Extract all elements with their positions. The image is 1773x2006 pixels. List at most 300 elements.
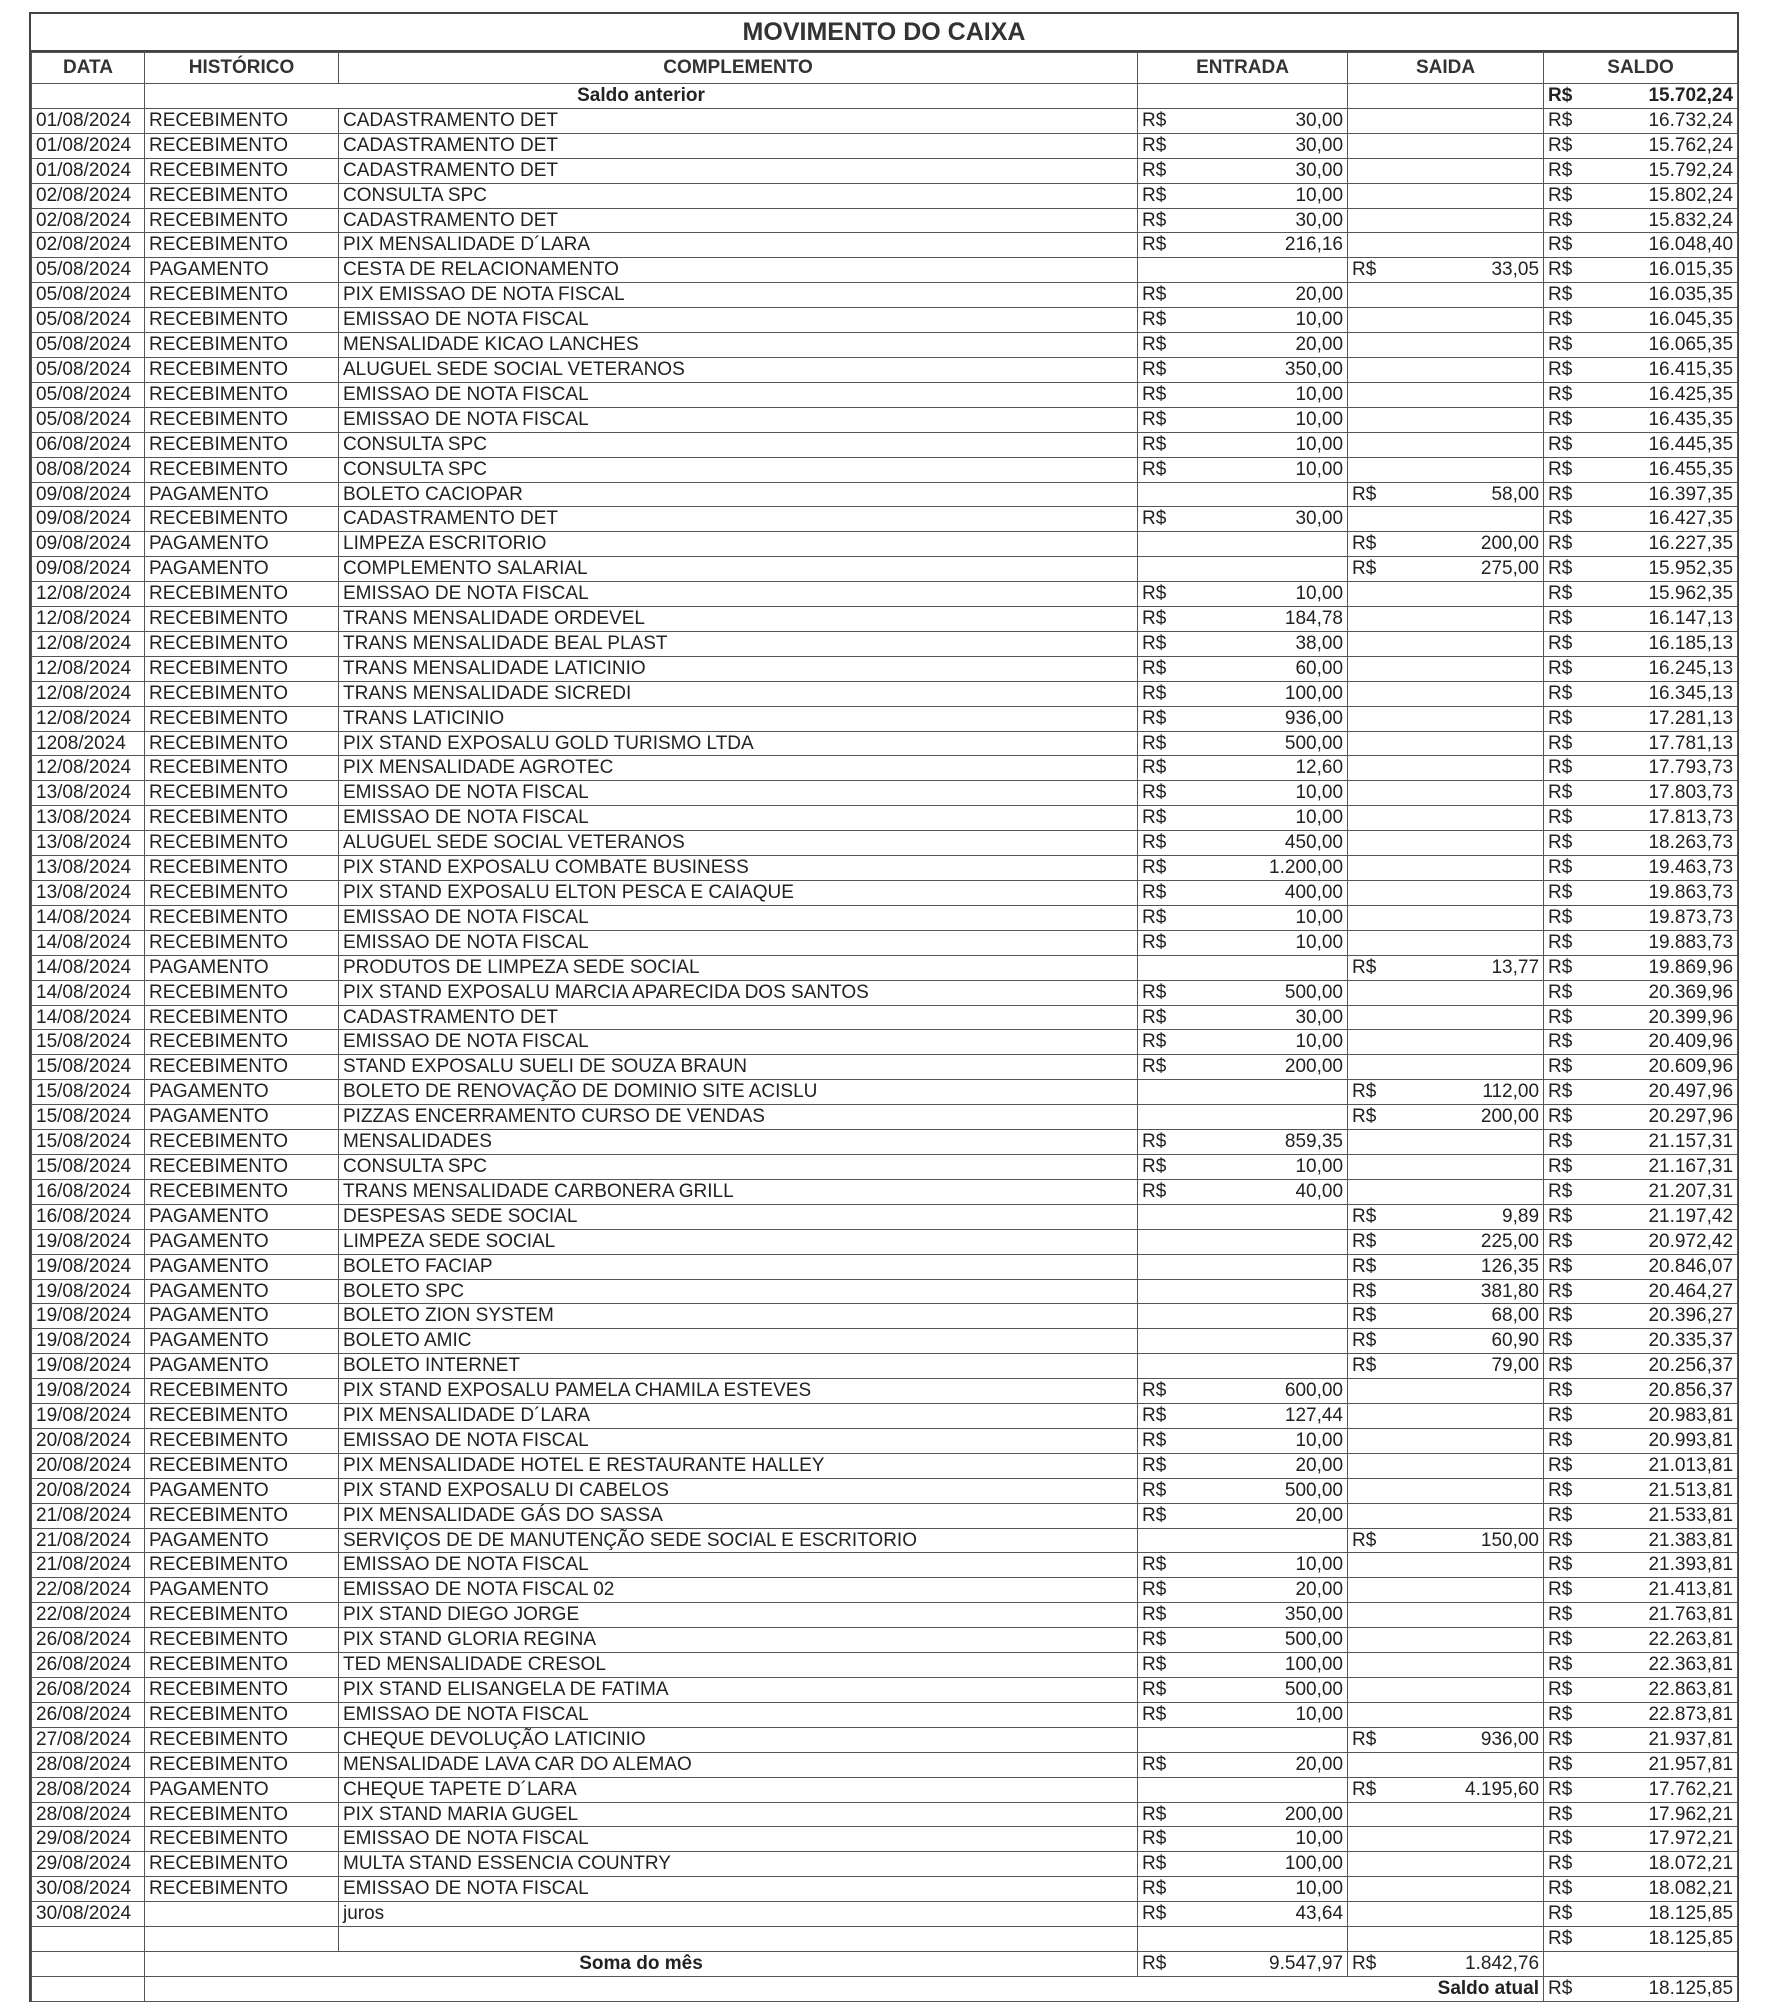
currency-symbol: R$ — [1544, 1204, 1594, 1229]
row-saldo: 16.435,35 — [1594, 407, 1738, 432]
row-date: 21/08/2024 — [32, 1528, 145, 1553]
currency-symbol: R$ — [1138, 781, 1198, 806]
row-entrada: 500,00 — [1198, 1678, 1348, 1703]
ledger-row — [32, 1105, 1738, 1130]
row-complemento: TRANS LATICINIO — [339, 706, 1138, 731]
row-saida — [1398, 656, 1544, 681]
row-complemento: BOLETO SPC — [339, 1279, 1138, 1304]
ledger-row — [32, 308, 1738, 333]
row-complemento: SERVIÇOS DE DE MANUTENÇÃO SEDE SOCIAL E ESCRITORIO — [339, 1528, 1138, 1553]
ledger-row — [32, 1852, 1738, 1877]
row-historico: RECEBIMENTO — [145, 1379, 339, 1404]
row-historico: RECEBIMENTO — [145, 731, 339, 756]
currency-symbol — [1348, 656, 1398, 681]
row-historico: RECEBIMENTO — [145, 582, 339, 607]
row-historico: RECEBIMENTO — [145, 1852, 339, 1877]
currency-symbol: R$ — [1138, 183, 1198, 208]
ledger-row — [32, 681, 1738, 706]
row-date: 19/08/2024 — [32, 1404, 145, 1429]
ledger-row — [32, 1379, 1738, 1404]
currency-symbol: R$ — [1544, 1379, 1594, 1404]
row-date: 19/08/2024 — [32, 1354, 145, 1379]
currency-symbol: R$ — [1138, 1179, 1198, 1204]
row-historico: RECEBIMENTO — [145, 1453, 339, 1478]
ledger-row — [32, 1503, 1738, 1528]
currency-symbol — [1138, 955, 1198, 980]
row-entrada: 350,00 — [1198, 1603, 1348, 1628]
row-date: 30/08/2024 — [32, 1877, 145, 1902]
row-saldo: 21.533,81 — [1594, 1503, 1738, 1528]
row-saida — [1398, 706, 1544, 731]
currency-symbol: R$ — [1348, 955, 1398, 980]
row-date: 26/08/2024 — [32, 1653, 145, 1678]
row-saida — [1398, 905, 1544, 930]
currency-symbol — [1348, 1877, 1398, 1902]
row-date: 13/08/2024 — [32, 781, 145, 806]
currency-symbol: R$ — [1138, 1404, 1198, 1429]
row-historico: PAGAMENTO — [145, 1777, 339, 1802]
ledger-row — [32, 781, 1738, 806]
row-saldo: 16.397,35 — [1594, 482, 1738, 507]
row-complemento: CADASTRAMENTO DET — [339, 133, 1138, 158]
row-entrada — [1198, 1354, 1348, 1379]
row-complemento: EMISSAO DE NOTA FISCAL — [339, 1030, 1138, 1055]
currency-symbol: R$ — [1544, 781, 1594, 806]
ledger-row — [32, 532, 1738, 557]
ledger-row — [32, 507, 1738, 532]
currency-symbol: R$ — [1544, 1030, 1594, 1055]
row-entrada — [1198, 532, 1348, 557]
row-entrada — [1198, 1279, 1348, 1304]
row-saida — [1398, 357, 1544, 382]
currency-symbol — [1348, 856, 1398, 881]
currency-symbol: R$ — [1544, 357, 1594, 382]
row-date: 12/08/2024 — [32, 756, 145, 781]
row-saldo: 16.065,35 — [1594, 333, 1738, 358]
row-historico: PAGAMENTO — [145, 1478, 339, 1503]
row-entrada: 500,00 — [1198, 1478, 1348, 1503]
currency-symbol — [1138, 532, 1198, 557]
ledger-row — [32, 1130, 1738, 1155]
currency-symbol: R$ — [1544, 1329, 1594, 1354]
row-saldo: 16.455,35 — [1594, 457, 1738, 482]
currency-symbol: R$ — [1544, 1553, 1594, 1578]
row-saldo: 21.207,31 — [1594, 1179, 1738, 1204]
row-date: 15/08/2024 — [32, 1154, 145, 1179]
row-saida — [1398, 1752, 1544, 1777]
row-complemento: MULTA STAND ESSENCIA COUNTRY — [339, 1852, 1138, 1877]
row-historico: RECEBIMENTO — [145, 407, 339, 432]
currency-symbol — [1348, 1030, 1398, 1055]
row-saldo: 17.793,73 — [1594, 756, 1738, 781]
ledger-row — [32, 1179, 1738, 1204]
ledger-row — [32, 108, 1738, 133]
currency-symbol: R$ — [1348, 1105, 1398, 1130]
row-saldo: 18.125,85 — [1594, 1902, 1738, 1927]
currency-symbol: R$ — [1544, 1105, 1594, 1130]
row-complemento: CONSULTA SPC — [339, 457, 1138, 482]
currency-symbol: R$ — [1544, 1254, 1594, 1279]
row-saldo: 17.781,13 — [1594, 731, 1738, 756]
row-complemento: EMISSAO DE NOTA FISCAL — [339, 407, 1138, 432]
currency-symbol: R$ — [1348, 1329, 1398, 1354]
row-historico: RECEBIMENTO — [145, 1678, 339, 1703]
currency-symbol — [1348, 1702, 1398, 1727]
currency-symbol: R$ — [1544, 1902, 1594, 1927]
row-date: 09/08/2024 — [32, 507, 145, 532]
row-entrada — [1198, 1229, 1348, 1254]
currency-symbol: R$ — [1544, 183, 1594, 208]
currency-symbol: R$ — [1138, 1852, 1198, 1877]
row-historico: RECEBIMENTO — [145, 1154, 339, 1179]
total-entrada: 9.547,97 — [1198, 1951, 1348, 1976]
currency-symbol: R$ — [1138, 1055, 1198, 1080]
row-complemento: TRANS MENSALIDADE CARBONERA GRILL — [339, 1179, 1138, 1204]
row-date: 05/08/2024 — [32, 308, 145, 333]
ledger-row — [32, 333, 1738, 358]
row-complemento: TRANS MENSALIDADE SICREDI — [339, 681, 1138, 706]
ledger-row — [32, 382, 1738, 407]
row-entrada: 100,00 — [1198, 681, 1348, 706]
row-entrada: 600,00 — [1198, 1379, 1348, 1404]
currency-symbol: R$ — [1544, 1702, 1594, 1727]
row-saldo: 20.609,96 — [1594, 1055, 1738, 1080]
ledger-row — [32, 1229, 1738, 1254]
row-historico: PAGAMENTO — [145, 955, 339, 980]
row-entrada: 30,00 — [1198, 133, 1348, 158]
row-historico — [145, 1902, 339, 1927]
currency-symbol — [1348, 1603, 1398, 1628]
row-complemento: EMISSAO DE NOTA FISCAL — [339, 308, 1138, 333]
row-entrada: 100,00 — [1198, 1852, 1348, 1877]
currency-symbol — [1348, 1553, 1398, 1578]
row-historico: RECEBIMENTO — [145, 1553, 339, 1578]
row-saida: 58,00 — [1398, 482, 1544, 507]
currency-symbol: R$ — [1138, 1877, 1198, 1902]
row-saida — [1398, 1827, 1544, 1852]
row-entrada: 10,00 — [1198, 457, 1348, 482]
ledger-row — [32, 980, 1738, 1005]
currency-symbol: R$ — [1544, 1055, 1594, 1080]
currency-symbol: R$ — [1544, 1852, 1594, 1877]
row-date: 26/08/2024 — [32, 1628, 145, 1653]
row-saldo: 16.185,13 — [1594, 631, 1738, 656]
row-saldo: 21.937,81 — [1594, 1727, 1738, 1752]
currency-symbol — [1348, 108, 1398, 133]
row-saida — [1398, 333, 1544, 358]
row-entrada: 38,00 — [1198, 631, 1348, 656]
row-complemento: TED MENSALIDADE CRESOL — [339, 1653, 1138, 1678]
row-date: 27/08/2024 — [32, 1727, 145, 1752]
ledger-row — [32, 357, 1738, 382]
ledger-row — [32, 1080, 1738, 1105]
row-historico: RECEBIMENTO — [145, 1702, 339, 1727]
row-complemento: juros — [339, 1902, 1138, 1927]
ledger-row — [32, 1653, 1738, 1678]
row-saldo: 21.197,42 — [1594, 1204, 1738, 1229]
currency-symbol: R$ — [1138, 158, 1198, 183]
row-saldo: 21.157,31 — [1594, 1130, 1738, 1155]
row-saida — [1398, 1852, 1544, 1877]
row-saldo: 15.762,24 — [1594, 133, 1738, 158]
currency-symbol: R$ — [1544, 1404, 1594, 1429]
row-entrada — [1198, 1727, 1348, 1752]
row-historico: RECEBIMENTO — [145, 308, 339, 333]
currency-symbol: R$ — [1544, 1927, 1594, 1952]
row-complemento: ALUGUEL SEDE SOCIAL VETERANOS — [339, 357, 1138, 382]
row-saldo: 16.045,35 — [1594, 308, 1738, 333]
currency-symbol: R$ — [1544, 507, 1594, 532]
currency-symbol: R$ — [1544, 1727, 1594, 1752]
row-saida — [1398, 881, 1544, 906]
row-complemento: LIMPEZA SEDE SOCIAL — [339, 1229, 1138, 1254]
row-saida — [1398, 283, 1544, 308]
currency-symbol: R$ — [1138, 108, 1198, 133]
currency-symbol: R$ — [1544, 955, 1594, 980]
row-complemento: TRANS MENSALIDADE BEAL PLAST — [339, 631, 1138, 656]
currency-symbol — [1348, 1752, 1398, 1777]
row-complemento: ALUGUEL SEDE SOCIAL VETERANOS — [339, 831, 1138, 856]
row-historico: RECEBIMENTO — [145, 233, 339, 258]
row-date: 12/08/2024 — [32, 582, 145, 607]
row-historico: RECEBIMENTO — [145, 781, 339, 806]
row-date: 05/08/2024 — [32, 333, 145, 358]
currency-symbol: R$ — [1544, 432, 1594, 457]
row-historico: RECEBIMENTO — [145, 806, 339, 831]
currency-symbol: R$ — [1544, 1578, 1594, 1603]
currency-symbol — [1348, 158, 1398, 183]
row-saldo: 20.399,96 — [1594, 1005, 1738, 1030]
row-saida — [1398, 108, 1544, 133]
currency-symbol: R$ — [1544, 1678, 1594, 1703]
currency-symbol: R$ — [1544, 84, 1594, 109]
currency-symbol: R$ — [1348, 1229, 1398, 1254]
row-entrada: 500,00 — [1198, 731, 1348, 756]
row-saldo: 17.803,73 — [1594, 781, 1738, 806]
currency-symbol — [1348, 1628, 1398, 1653]
row-saida — [1398, 1055, 1544, 1080]
currency-symbol: R$ — [1544, 607, 1594, 632]
ledger-row — [32, 656, 1738, 681]
currency-symbol: R$ — [1544, 831, 1594, 856]
row-entrada: 10,00 — [1198, 1553, 1348, 1578]
row-date: 20/08/2024 — [32, 1428, 145, 1453]
ledger-title: MOVIMENTO DO CAIXA — [31, 14, 1737, 52]
row-saida — [1398, 407, 1544, 432]
row-complemento: CONSULTA SPC — [339, 1154, 1138, 1179]
row-saida — [1398, 681, 1544, 706]
row-saldo: 16.015,35 — [1594, 258, 1738, 283]
row-saldo: 20.256,37 — [1594, 1354, 1738, 1379]
row-entrada — [1198, 1105, 1348, 1130]
row-date: 15/08/2024 — [32, 1030, 145, 1055]
row-saldo: 21.167,31 — [1594, 1154, 1738, 1179]
row-entrada: 10,00 — [1198, 183, 1348, 208]
row-historico: RECEBIMENTO — [145, 382, 339, 407]
currency-symbol — [1348, 1453, 1398, 1478]
currency-symbol — [1348, 1902, 1398, 1927]
row-historico: PAGAMENTO — [145, 1105, 339, 1130]
row-complemento: PRODUTOS DE LIMPEZA SEDE SOCIAL — [339, 955, 1138, 980]
currency-symbol: R$ — [1544, 582, 1594, 607]
ledger-row — [32, 1428, 1738, 1453]
row-date: 01/08/2024 — [32, 158, 145, 183]
row-date: 05/08/2024 — [32, 407, 145, 432]
currency-symbol — [1348, 631, 1398, 656]
row-complemento: PIX MENSALIDADE HOTEL E RESTAURANTE HALLEY — [339, 1453, 1138, 1478]
row-saida — [1398, 233, 1544, 258]
currency-symbol — [1348, 183, 1398, 208]
row-date: 29/08/2024 — [32, 1852, 145, 1877]
row-saldo: 16.415,35 — [1594, 357, 1738, 382]
row-historico: RECEBIMENTO — [145, 457, 339, 482]
ledger-row — [32, 557, 1738, 582]
row-saida: 126,35 — [1398, 1254, 1544, 1279]
ledger-row — [32, 1777, 1738, 1802]
row-complemento — [339, 1927, 1138, 1952]
currency-symbol — [1348, 1827, 1398, 1852]
currency-symbol: R$ — [1138, 1130, 1198, 1155]
row-entrada: 30,00 — [1198, 208, 1348, 233]
currency-symbol: R$ — [1544, 881, 1594, 906]
row-saldo: 17.813,73 — [1594, 806, 1738, 831]
row-entrada — [1198, 482, 1348, 507]
row-entrada: 20,00 — [1198, 1752, 1348, 1777]
ledger-row — [32, 1578, 1738, 1603]
currency-symbol: R$ — [1544, 308, 1594, 333]
row-date: 15/08/2024 — [32, 1055, 145, 1080]
currency-symbol: R$ — [1348, 482, 1398, 507]
currency-symbol: R$ — [1544, 1304, 1594, 1329]
row-date: 13/08/2024 — [32, 856, 145, 881]
row-saida: 200,00 — [1398, 1105, 1544, 1130]
row-complemento: PIX STAND EXPOSALU MARCIA APARECIDA DOS SANTOS — [339, 980, 1138, 1005]
ledger-row — [32, 1030, 1738, 1055]
currency-symbol: R$ — [1138, 756, 1198, 781]
row-historico: RECEBIMENTO — [145, 881, 339, 906]
row-saida — [1398, 183, 1544, 208]
row-historico: RECEBIMENTO — [145, 333, 339, 358]
row-saldo: 19.863,73 — [1594, 881, 1738, 906]
row-saida — [1398, 781, 1544, 806]
currency-symbol: R$ — [1544, 806, 1594, 831]
row-saldo: 17.762,21 — [1594, 1777, 1738, 1802]
row-saldo: 20.335,37 — [1594, 1329, 1738, 1354]
currency-symbol: R$ — [1138, 1653, 1198, 1678]
row-saldo: 15.792,24 — [1594, 158, 1738, 183]
currency-symbol: R$ — [1138, 357, 1198, 382]
row-date: 20/08/2024 — [32, 1478, 145, 1503]
row-date: 13/08/2024 — [32, 806, 145, 831]
ledger-row — [32, 133, 1738, 158]
currency-symbol — [1348, 1478, 1398, 1503]
saldo-atual-value: 18.125,85 — [1594, 1976, 1738, 2001]
ledger-row — [32, 856, 1738, 881]
row-saldo: 16.445,35 — [1594, 432, 1738, 457]
totals-row — [32, 1951, 1738, 1976]
row-complemento: PIX EMISSAO DE NOTA FISCAL — [339, 283, 1138, 308]
row-saida — [1398, 1678, 1544, 1703]
currency-symbol — [1348, 457, 1398, 482]
currency-symbol — [1348, 133, 1398, 158]
row-saida — [1398, 856, 1544, 881]
row-entrada: 20,00 — [1198, 333, 1348, 358]
row-saida — [1398, 731, 1544, 756]
row-entrada — [1198, 1304, 1348, 1329]
row-historico: PAGAMENTO — [145, 258, 339, 283]
row-saldo: 18.082,21 — [1594, 1877, 1738, 1902]
row-saldo: 15.802,24 — [1594, 183, 1738, 208]
row-entrada: 10,00 — [1198, 1827, 1348, 1852]
currency-symbol: R$ — [1138, 1951, 1198, 1976]
currency-symbol: R$ — [1138, 631, 1198, 656]
row-saida — [1398, 1553, 1544, 1578]
currency-symbol: R$ — [1138, 1578, 1198, 1603]
currency-symbol — [1348, 806, 1398, 831]
row-saida — [1398, 582, 1544, 607]
row-entrada — [1198, 1777, 1348, 1802]
row-entrada: 20,00 — [1198, 1453, 1348, 1478]
row-complemento: EMISSAO DE NOTA FISCAL — [339, 905, 1138, 930]
row-saida — [1398, 1005, 1544, 1030]
currency-symbol: R$ — [1138, 582, 1198, 607]
row-complemento: BOLETO DE RENOVAÇÃO DE DOMINIO SITE ACISLU — [339, 1080, 1138, 1105]
currency-symbol: R$ — [1138, 1478, 1198, 1503]
row-complemento: MENSALIDADE LAVA CAR DO ALEMAO — [339, 1752, 1138, 1777]
currency-symbol — [1348, 233, 1398, 258]
row-historico: RECEBIMENTO — [145, 681, 339, 706]
row-date: 21/08/2024 — [32, 1553, 145, 1578]
row-historico: RECEBIMENTO — [145, 1055, 339, 1080]
ledger-row — [32, 1727, 1738, 1752]
row-saida — [1398, 133, 1544, 158]
row-saida: 9,89 — [1398, 1204, 1544, 1229]
row-saida: 112,00 — [1398, 1080, 1544, 1105]
row-entrada — [1198, 1254, 1348, 1279]
row-historico: RECEBIMENTO — [145, 1727, 339, 1752]
currency-symbol — [1348, 208, 1398, 233]
currency-symbol: R$ — [1138, 382, 1198, 407]
row-complemento: CONSULTA SPC — [339, 183, 1138, 208]
currency-symbol — [1348, 1055, 1398, 1080]
currency-symbol: R$ — [1544, 1802, 1594, 1827]
currency-symbol: R$ — [1544, 731, 1594, 756]
row-saldo: 16.147,13 — [1594, 607, 1738, 632]
row-complemento: LIMPEZA ESCRITORIO — [339, 532, 1138, 557]
row-complemento: EMISSAO DE NOTA FISCAL — [339, 582, 1138, 607]
ledger-row — [32, 407, 1738, 432]
currency-symbol — [1348, 1428, 1398, 1453]
row-entrada: 30,00 — [1198, 158, 1348, 183]
row-entrada: 10,00 — [1198, 1030, 1348, 1055]
currency-symbol — [1138, 1727, 1198, 1752]
currency-symbol — [1138, 1777, 1198, 1802]
row-saida — [1398, 507, 1544, 532]
currency-symbol: R$ — [1544, 656, 1594, 681]
currency-symbol: R$ — [1544, 1777, 1594, 1802]
row-entrada: 10,00 — [1198, 1154, 1348, 1179]
header-complemento: COMPLEMENTO — [339, 53, 1138, 84]
row-saldo: 15.962,35 — [1594, 582, 1738, 607]
currency-symbol — [1138, 258, 1198, 283]
row-historico: RECEBIMENTO — [145, 756, 339, 781]
row-historico: PAGAMENTO — [145, 557, 339, 582]
row-date: 28/08/2024 — [32, 1777, 145, 1802]
currency-symbol — [1348, 781, 1398, 806]
row-date: 26/08/2024 — [32, 1678, 145, 1703]
row-historico: RECEBIMENTO — [145, 905, 339, 930]
row-date: 15/08/2024 — [32, 1080, 145, 1105]
